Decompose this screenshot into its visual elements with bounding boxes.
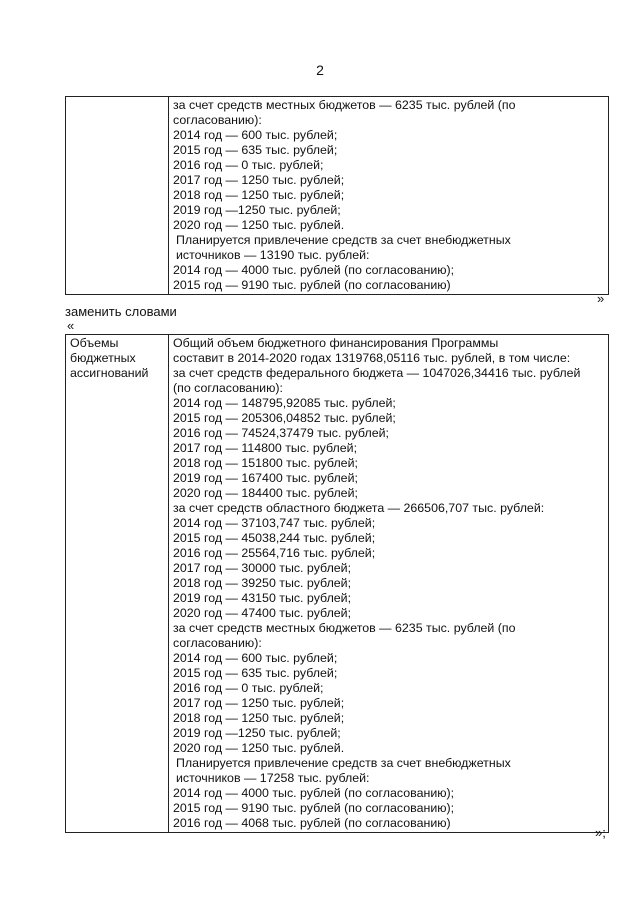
table-line: 2020 год — 1250 тыс. рублей. (173, 741, 345, 755)
table-line: Планируется привлечение средств за счет внебюджетных (176, 756, 511, 770)
left-cell-line: ассигнований (70, 366, 149, 380)
table-line: 2019 год — 167400 тыс. рублей; (173, 471, 358, 485)
table-line: источников — 13190 тыс. рублей: (176, 248, 370, 262)
table-line: 2014 год — 4000 тыс. рублей (по согласованию); (173, 786, 455, 800)
replace-instruction: заменить словами (65, 304, 177, 319)
table-line: 2015 год — 9190 тыс. рублей (по согласованию) (173, 278, 451, 292)
table-line: 2017 год — 30000 тыс. рублей; (173, 561, 352, 575)
table-line: 2018 год — 1250 тыс. рублей; (173, 711, 345, 725)
table-line: 2015 год — 205306,04852 тыс. рублей; (173, 411, 396, 425)
table-row (66, 97, 609, 295)
table-line: за счет средств местных бюджетов — 6235 тыс. рублей (по (173, 621, 516, 635)
table-line: 2014 год — 600 тыс. рублей; (173, 128, 338, 142)
table-line: согласованию): (173, 113, 262, 127)
table-line: 2020 год — 47400 тыс. рублей; (173, 606, 352, 620)
table-line: 2016 год — 0 тыс. рублей; (173, 158, 324, 172)
table-line: 2020 год — 1250 тыс. рублей. (173, 218, 345, 232)
table-line: 2016 год — 0 тыс. рублей; (173, 681, 324, 695)
table-line: 2014 год — 4000 тыс. рублей (по согласованию); (173, 263, 455, 277)
table-line: 2015 год — 635 тыс. рублей; (173, 666, 338, 680)
table-line: 2014 год — 600 тыс. рублей; (173, 651, 338, 665)
table-line: 2019 год —1250 тыс. рублей; (173, 203, 341, 217)
table-right-cell (169, 335, 609, 833)
table-line: 2015 год — 9190 тыс. рублей (по согласованию); (173, 801, 455, 815)
closing-quote: » (597, 291, 605, 306)
table-line: 2014 год — 148795,92085 тыс. рублей; (173, 396, 396, 410)
left-cell-line: бюджетных (70, 351, 136, 365)
table-line: за счет средств местных бюджетов — 6235 тыс. рублей (по (173, 98, 516, 112)
table-line: 2020 год — 184400 тыс. рублей; (173, 486, 358, 500)
table-right-cell (169, 97, 609, 295)
table-line: 2019 год — 43150 тыс. рублей; (173, 591, 352, 605)
table-left-cell (66, 97, 169, 295)
table-line: 2014 год — 37103,747 тыс. рублей; (173, 516, 376, 530)
table-line: 2019 год —1250 тыс. рублей; (173, 726, 341, 740)
table-left-cell (66, 335, 169, 833)
left-cell-line: Объемы (70, 336, 119, 350)
table-line: источников — 17258 тыс. рублей: (176, 771, 370, 785)
closing-quote-semicolon: »; (595, 825, 606, 840)
table-line: 2016 год — 4068 тыс. рублей (по согласованию) (173, 816, 451, 830)
table-line: Планируется привлечение средств за счет внебюджетных (176, 233, 511, 247)
table-line: 2017 год — 114800 тыс. рублей; (173, 441, 358, 455)
table-line: Общий объем бюджетного финансирования Программы (173, 336, 499, 350)
funding-table-new (65, 334, 609, 833)
table-line: 2017 год — 1250 тыс. рублей; (173, 173, 345, 187)
table-line: 2016 год — 74524,37479 тыс. рублей; (173, 426, 389, 440)
opening-quote: « (67, 318, 75, 333)
table-line: согласованию): (173, 636, 262, 650)
table-line: за счет средств областного бюджета — 266506,707 тыс. рублей: (173, 501, 545, 515)
table-line: 2018 год — 1250 тыс. рублей; (173, 188, 345, 202)
funding-table-old (65, 96, 609, 295)
table-line: составит в 2014-2020 годах 1319768,05116 тыс. рублей, в том числе: (173, 351, 571, 365)
table-line: 2017 год — 1250 тыс. рублей; (173, 696, 345, 710)
table-line: (по согласованию): (173, 381, 283, 395)
table-row (66, 335, 609, 833)
table-line: 2015 год — 45038,244 тыс. рублей; (173, 531, 376, 545)
table-line: 2018 год — 151800 тыс. рублей; (173, 456, 358, 470)
table-line: 2016 год — 25564,716 тыс. рублей; (173, 546, 376, 560)
table-line: 2018 год — 39250 тыс. рублей; (173, 576, 352, 590)
table-line: 2015 год — 635 тыс. рублей; (173, 143, 338, 157)
page-number: 2 (316, 62, 324, 78)
table-line: за счет средств федерального бюджета — 1047026,34416 тыс. рублей (173, 366, 581, 380)
